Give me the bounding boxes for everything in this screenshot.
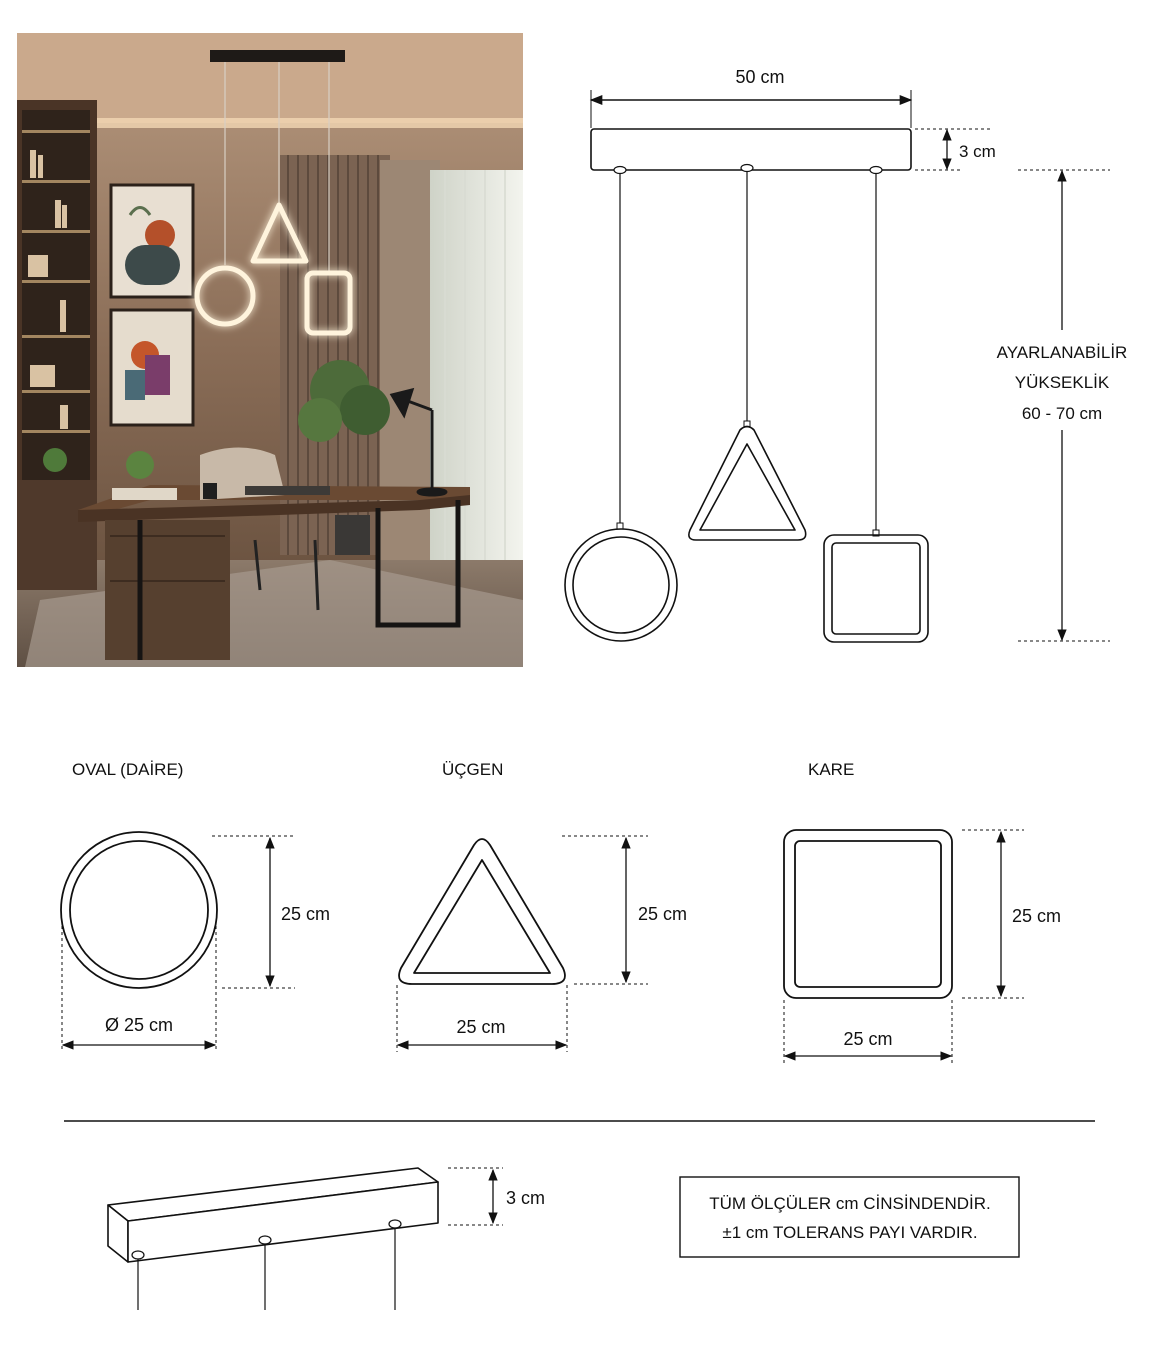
elevation-square: [824, 535, 928, 642]
detail-triangle: [397, 836, 648, 1052]
elevation-triangle: [689, 427, 806, 541]
canopy-bar: [591, 129, 911, 170]
photo-canopy: [210, 50, 345, 62]
triangle-width-label: 25 cm: [456, 1017, 506, 1037]
height-label-line1: AYARLANABİLİR: [996, 343, 1128, 362]
detail-square: [784, 830, 1024, 1064]
window: [430, 170, 523, 590]
mug: [203, 483, 217, 499]
bar-width-label: 50 cm: [735, 67, 785, 87]
detail-circle: [61, 832, 295, 1052]
height-label-line2: YÜKSEKLİK: [1014, 373, 1110, 392]
note-line-1: TÜM ÖLÇÜLER cm CİNSİNDENDİR.: [709, 1194, 991, 1213]
triangle-title: ÜÇGEN: [442, 760, 504, 779]
circle-title: OVAL (DAİRE): [72, 760, 184, 779]
height-label-line3: 60 - 70 cm: [1021, 404, 1103, 423]
square-width-label: 25 cm: [843, 1029, 893, 1049]
canopy-perspective: [108, 1168, 503, 1310]
square-height-label: 25 cm: [1012, 906, 1062, 926]
circle-height-label: 25 cm: [281, 904, 331, 924]
elevation-circle: [565, 529, 677, 641]
bottom-bar-height-label: 3 cm: [506, 1188, 546, 1208]
art-frame-2: [111, 310, 193, 425]
room-photo: [17, 33, 523, 667]
desk-plant: [126, 451, 154, 479]
note-box: [680, 1177, 1019, 1257]
elevation-drawing: [565, 90, 1110, 642]
circle-width-label: Ø 25 cm: [104, 1015, 174, 1035]
art-frame-1: [111, 185, 193, 297]
square-title: KARE: [808, 760, 855, 779]
laptop: [245, 486, 330, 495]
note-line-2: ±1 cm TOLERANS PAYI VARDIR.: [722, 1223, 978, 1242]
bar-height-label: 3 cm: [959, 142, 996, 161]
triangle-height-label: 25 cm: [638, 904, 688, 924]
